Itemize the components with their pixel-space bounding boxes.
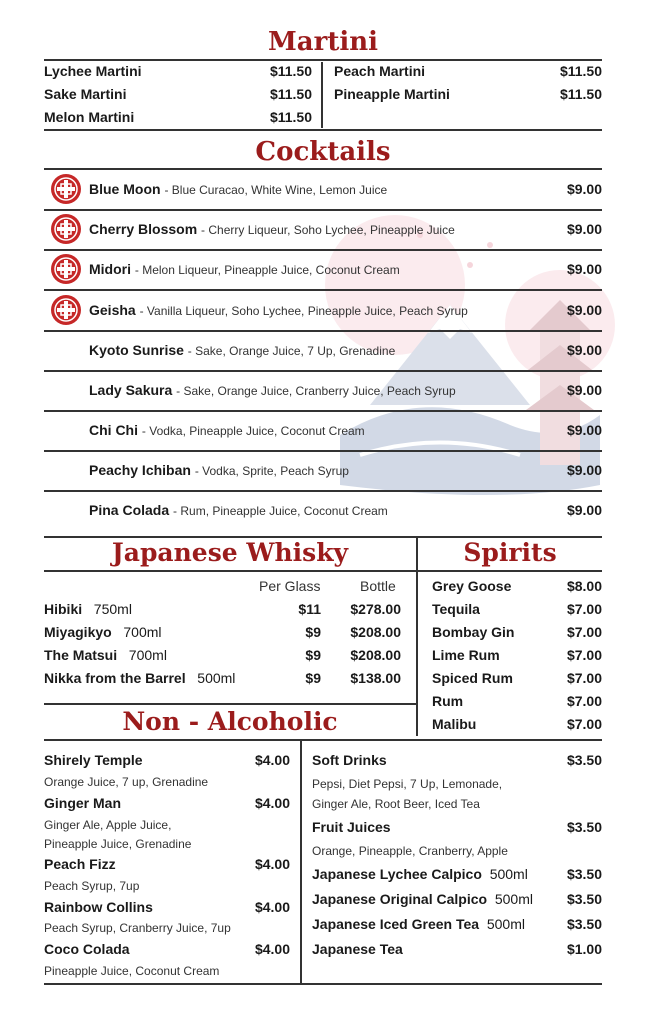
drink-name: Shirely Temple — [44, 752, 143, 768]
whisky-glass-price: $11 — [298, 601, 321, 617]
drink-price: $4.00 — [254, 752, 290, 768]
drink-price: $3.50 — [566, 891, 602, 907]
bottle-column-header: Bottle — [360, 578, 396, 594]
specialty-badge-icon — [51, 214, 81, 244]
cocktail-name: Lady Sakura — [89, 382, 173, 398]
whisky-bottle-price: $208.00 — [350, 647, 401, 663]
drink-price: $3.50 — [566, 916, 602, 932]
whisky-bottle-price: $138.00 — [350, 670, 401, 686]
menu-item-name: Pineapple Martini — [334, 86, 450, 102]
drink-price: $4.00 — [254, 941, 290, 957]
whisky-item: Hibiki 750ml — [44, 601, 132, 617]
cocktail-ingredients: - Cherry Liqueur, Soho Lychee, Pineapple Juice — [201, 223, 455, 237]
drink-name: Soft Drinks — [312, 752, 387, 768]
cocktail-name: Pina Colada — [89, 502, 170, 518]
cocktail-row — [44, 491, 602, 531]
cocktail-price: $9.00 — [566, 181, 602, 197]
whisky-item: The Matsui 700ml — [44, 647, 167, 663]
divider — [44, 129, 602, 131]
divider — [44, 739, 602, 741]
menu-item-price: $11.50 — [559, 86, 602, 102]
drink-name: Coco Colada — [44, 941, 130, 957]
spirit-price: $7.00 — [566, 647, 602, 663]
cocktail-row — [44, 170, 602, 210]
cocktail-name: Peachy Ichiban — [89, 462, 191, 478]
drink-price: $3.50 — [566, 819, 602, 835]
whisky-bottle-price: $278.00 — [350, 601, 401, 617]
cocktail-price: $9.00 — [566, 261, 602, 277]
cocktail-price: $9.00 — [566, 382, 602, 398]
spirit-name: Grey Goose — [432, 578, 512, 594]
column-divider — [321, 62, 323, 128]
menu-item-price: $11.50 — [269, 63, 312, 79]
cocktail-row — [44, 411, 602, 451]
cocktail-row — [44, 371, 602, 411]
spirit-name: Lime Rum — [432, 647, 500, 663]
cocktail-row — [44, 250, 602, 290]
spirit-name: Bombay Gin — [432, 624, 515, 640]
cocktail-row — [44, 291, 602, 331]
drink-description: Pineapple Juice, Grenadine — [44, 837, 192, 851]
drink-price: $3.50 — [566, 866, 602, 882]
spirit-price: $7.00 — [566, 624, 602, 640]
spirit-price: $7.00 — [566, 670, 602, 686]
drink-price: $4.00 — [254, 795, 290, 811]
drink-description: Ginger Ale, Root Beer, Iced Tea — [312, 797, 480, 811]
divider — [44, 983, 602, 985]
cocktail-name: Blue Moon — [89, 181, 161, 197]
drink-name: Peach Fizz — [44, 856, 116, 872]
menu-item-price: $11.50 — [269, 109, 312, 125]
drink-price: $3.50 — [566, 752, 602, 768]
divider — [44, 570, 416, 572]
spirit-name: Malibu — [432, 716, 477, 732]
whisky-item: Miyagikyo 700ml — [44, 624, 162, 640]
divider — [44, 59, 602, 61]
drink-description: Peach Syrup, 7up — [44, 879, 140, 893]
drink-price: $4.00 — [254, 899, 290, 915]
cocktail-ingredients: - Sake, Orange Juice, Cranberry Juice, Peach Syrup — [176, 384, 456, 398]
drink-description: Orange, Pineapple, Cranberry, Apple — [312, 844, 508, 858]
spirit-name: Tequila — [432, 601, 480, 617]
cocktail-name: Midori — [89, 261, 131, 277]
cocktail-name: Chi Chi — [89, 422, 138, 438]
specialty-badge-icon — [51, 174, 81, 204]
spirit-price: $7.00 — [566, 601, 602, 617]
japanese-whisky-heading: Japanese Whisky — [111, 538, 349, 567]
cocktail-name: Kyoto Sunrise — [89, 342, 184, 358]
martini-heading: Martini — [268, 27, 378, 57]
drink-name: Rainbow Collins — [44, 899, 153, 915]
drink-description: Orange Juice, 7 up, Grenadine — [44, 775, 209, 789]
column-divider — [300, 741, 302, 983]
divider — [418, 570, 602, 572]
drink-item: Japanese Iced Green Tea 500ml — [312, 916, 525, 932]
drink-description: Pineapple Juice, Coconut Cream — [44, 964, 220, 978]
cocktail-price: $9.00 — [566, 302, 602, 318]
whisky-item: Nikka from the Barrel 500ml — [44, 670, 236, 686]
cocktail-ingredients: - Rum, Pineapple Juice, Coconut Cream — [173, 504, 388, 518]
drink-item: Japanese Original Calpico 500ml — [312, 891, 533, 907]
whisky-glass-price: $9 — [305, 670, 321, 686]
menu-item-price: $11.50 — [269, 86, 312, 102]
spirit-price: $7.00 — [566, 693, 602, 709]
whisky-glass-price: $9 — [305, 624, 321, 640]
cocktail-price: $9.00 — [566, 342, 602, 358]
menu-item-name: Lychee Martini — [44, 63, 142, 79]
spirit-name: Rum — [432, 693, 464, 709]
cocktail-ingredients: - Blue Curacao, White Wine, Lemon Juice — [164, 183, 388, 197]
divider — [44, 703, 416, 705]
menu-item-name: Melon Martini — [44, 109, 135, 125]
drink-price: $4.00 — [254, 856, 290, 872]
spirit-name: Spiced Rum — [432, 670, 513, 686]
spirits-heading: Spirits — [463, 538, 557, 567]
spirit-price: $7.00 — [566, 716, 602, 732]
specialty-badge-icon — [51, 295, 81, 325]
whisky-bottle-price: $208.00 — [350, 624, 401, 640]
drink-description: Ginger Ale, Apple Juice, — [44, 818, 172, 832]
drink-name: Ginger Man — [44, 795, 122, 811]
cocktail-ingredients: - Vodka, Sprite, Peach Syrup — [194, 464, 349, 478]
cocktail-ingredients: - Vodka, Pineapple Juice, Coconut Cream — [141, 424, 365, 438]
cocktail-name: Cherry Blossom — [89, 221, 198, 237]
specialty-badge-icon — [51, 254, 81, 284]
cocktail-ingredients: - Sake, Orange Juice, 7 Up, Grenadine — [187, 344, 396, 358]
drink-item: Japanese Lychee Calpico 500ml — [312, 866, 528, 882]
cocktail-row — [44, 210, 602, 250]
cocktails-heading: Cocktails — [255, 137, 391, 167]
non-alcoholic-heading: Non - Alcoholic — [122, 707, 338, 736]
cocktail-name: Geisha — [89, 302, 136, 318]
cocktail-row — [44, 451, 602, 491]
drink-description: Peach Syrup, Cranberry Juice, 7up — [44, 921, 231, 935]
per-glass-column-header: Per Glass — [259, 578, 321, 594]
cocktail-ingredients: - Vanilla Liqueur, Soho Lychee, Pineapple Juice, Peach Syrup — [139, 304, 468, 318]
cocktail-ingredients: - Melon Liqueur, Pineapple Juice, Coconut Cream — [134, 263, 400, 277]
menu-item-price: $11.50 — [559, 63, 602, 79]
column-divider — [416, 536, 418, 736]
drink-description: Pepsi, Diet Pepsi, 7 Up, Lemonade, — [312, 777, 503, 791]
cocktail-price: $9.00 — [566, 422, 602, 438]
drink-price: $1.00 — [566, 941, 602, 957]
drink-name: Japanese Tea — [312, 941, 403, 957]
cocktail-price: $9.00 — [566, 462, 602, 478]
cocktail-price: $9.00 — [566, 502, 602, 518]
cocktail-row — [44, 331, 602, 371]
spirit-price: $8.00 — [566, 578, 602, 594]
menu-item-name: Peach Martini — [334, 63, 426, 79]
cocktail-price: $9.00 — [566, 221, 602, 237]
whisky-glass-price: $9 — [305, 647, 321, 663]
menu-item-name: Sake Martini — [44, 86, 127, 102]
drink-name: Fruit Juices — [312, 819, 391, 835]
